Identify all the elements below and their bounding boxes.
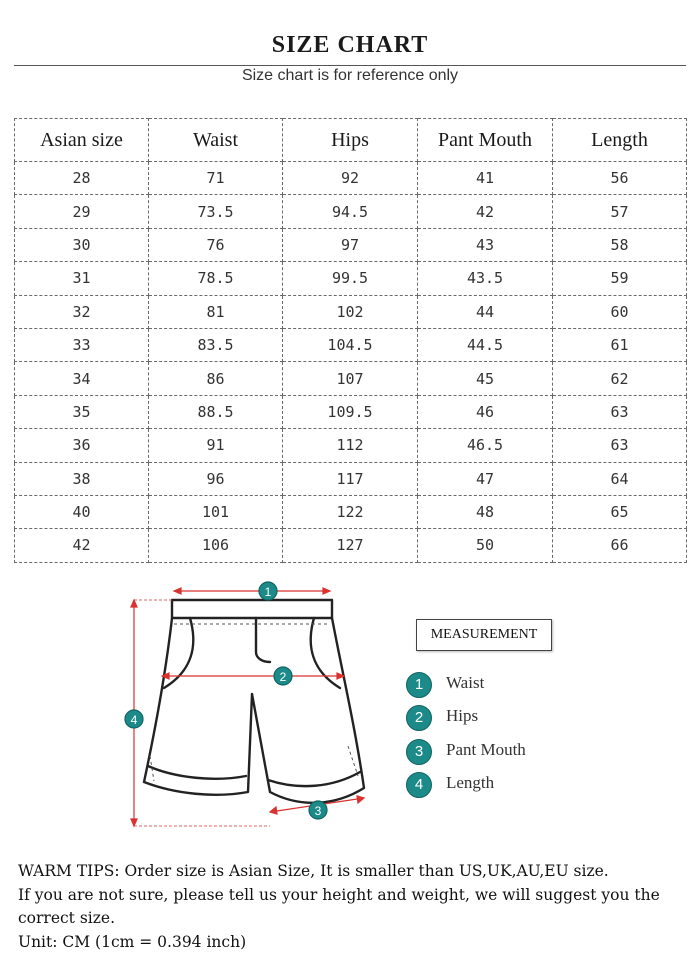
legend-label-hips: Hips (446, 706, 479, 726)
table-row (15, 328, 687, 361)
tips-unit-note: Unit: CM (1cm = 0.394 inch) (18, 932, 247, 951)
cell-hips: 99.5 (283, 262, 418, 295)
cell-hips: 104.5 (283, 328, 418, 361)
cell-waist: 91 (149, 429, 283, 462)
table-header-row (15, 119, 687, 162)
cell-pant-mouth: 43.5 (418, 262, 553, 295)
waistband (172, 600, 332, 618)
cell-length: 66 (553, 529, 687, 562)
cell-hips: 122 (283, 495, 418, 528)
cell-waist: 76 (149, 228, 283, 261)
cell-waist: 83.5 (149, 328, 283, 361)
legend-label-waist: Waist (446, 673, 485, 692)
cell-asian-size: 40 (15, 495, 149, 528)
table-row (15, 195, 687, 228)
cell-asian-size: 29 (15, 195, 149, 228)
cell-hips: 102 (283, 295, 418, 328)
cell-asian-size: 32 (15, 295, 149, 328)
cell-hips: 97 (283, 228, 418, 261)
table-row (15, 162, 687, 195)
cell-pant-mouth: 50 (418, 529, 553, 562)
cell-asian-size: 33 (15, 328, 149, 361)
cell-pant-mouth: 43 (418, 228, 553, 261)
cell-asian-size: 28 (15, 162, 149, 195)
cell-pant-mouth: 46 (418, 395, 553, 428)
table-row (15, 529, 687, 562)
svg-text:2: 2 (279, 670, 287, 684)
cell-asian-size: 34 (15, 362, 149, 395)
cell-hips: 117 (283, 462, 418, 495)
cell-asian-size: 36 (15, 429, 149, 462)
cell-hips: 112 (283, 429, 418, 462)
cell-waist: 78.5 (149, 262, 283, 295)
cell-length: 60 (553, 295, 687, 328)
cell-length: 62 (553, 362, 687, 395)
cell-asian-size: 38 (15, 462, 149, 495)
right-cuff-line (268, 772, 360, 786)
tips-line-1: WARM TIPS: Order size is Asian Size, It is smaller than US,UK,AU,EU size. (18, 862, 609, 880)
page-title: SIZE CHART (271, 32, 429, 58)
title-divider (14, 65, 686, 66)
shorts-outline (144, 600, 364, 803)
table-body (15, 162, 687, 563)
cell-pant-mouth: 48 (418, 495, 553, 528)
legend-label-length: Length (446, 772, 495, 792)
cell-pant-mouth: 44.5 (418, 328, 553, 361)
cell-hips: 109.5 (283, 395, 418, 428)
cell-pant-mouth: 44 (418, 295, 553, 328)
legend-number-2: 2 (406, 705, 432, 731)
cell-length: 64 (553, 462, 687, 495)
cell-pant-mouth: 45 (418, 362, 553, 395)
cell-pant-mouth: 41 (418, 162, 553, 195)
cell-length: 61 (553, 328, 687, 361)
svg-text:1: 1 (264, 585, 272, 599)
column-header-length: Length (553, 119, 687, 162)
marker-length (125, 710, 143, 728)
legend-number-3: 3 (406, 739, 432, 765)
page-subtitle: Size chart is for reference only (241, 67, 459, 84)
cell-waist: 106 (149, 529, 283, 562)
legend-number-4: 4 (406, 772, 432, 798)
cell-hips: 94.5 (283, 195, 418, 228)
cell-asian-size: 31 (15, 262, 149, 295)
cell-asian-size: 42 (15, 529, 149, 562)
cell-asian-size: 30 (15, 228, 149, 261)
tips-line-2: If you are not sure, please tell us your height and weight, we will suggest you the correct size. (18, 885, 660, 927)
table-row (15, 495, 687, 528)
cell-length: 59 (553, 262, 687, 295)
marker-pant-mouth (309, 801, 327, 819)
left-cuff-line (148, 766, 246, 779)
cell-waist: 81 (149, 295, 283, 328)
cell-length: 56 (553, 162, 687, 195)
measurement-heading: MEASUREMENT (416, 619, 552, 651)
size-chart-table (14, 118, 687, 563)
warm-tips (18, 860, 688, 954)
column-header-hips: Hips (283, 119, 418, 162)
table-row (15, 295, 687, 328)
table-row (15, 462, 687, 495)
cell-waist: 88.5 (149, 395, 283, 428)
table-row (15, 429, 687, 462)
table-row (15, 395, 687, 428)
cell-hips: 92 (283, 162, 418, 195)
cell-pant-mouth: 47 (418, 462, 553, 495)
table-row (15, 228, 687, 261)
svg-text:3: 3 (314, 804, 322, 818)
cell-waist: 71 (149, 162, 283, 195)
cell-length: 63 (553, 429, 687, 462)
table-row (15, 262, 687, 295)
cell-waist: 101 (149, 495, 283, 528)
cell-waist: 86 (149, 362, 283, 395)
cell-pant-mouth: 46.5 (418, 429, 553, 462)
cell-length: 65 (553, 495, 687, 528)
column-header-pant-mouth: Pant Mouth (418, 119, 553, 162)
marker-hips (274, 667, 292, 685)
marker-waist (259, 582, 277, 600)
legend-number-1: 1 (406, 672, 432, 698)
cell-length: 63 (553, 395, 687, 428)
cell-waist: 73.5 (149, 195, 283, 228)
column-header-waist: Waist (149, 119, 283, 162)
svg-text:4: 4 (130, 713, 138, 727)
right-pocket (311, 618, 340, 688)
legend-label-pant-mouth: Pant Mouth (446, 739, 526, 759)
fly-line (256, 618, 270, 662)
cell-length: 58 (553, 228, 687, 261)
cell-length: 57 (553, 195, 687, 228)
table-row (15, 362, 687, 395)
cell-hips: 107 (283, 362, 418, 395)
cell-hips: 127 (283, 529, 418, 562)
cell-pant-mouth: 42 (418, 195, 553, 228)
column-header-asian-size: Asian size (15, 119, 149, 162)
cell-waist: 96 (149, 462, 283, 495)
cell-asian-size: 35 (15, 395, 149, 428)
shorts-diagram (120, 576, 380, 836)
